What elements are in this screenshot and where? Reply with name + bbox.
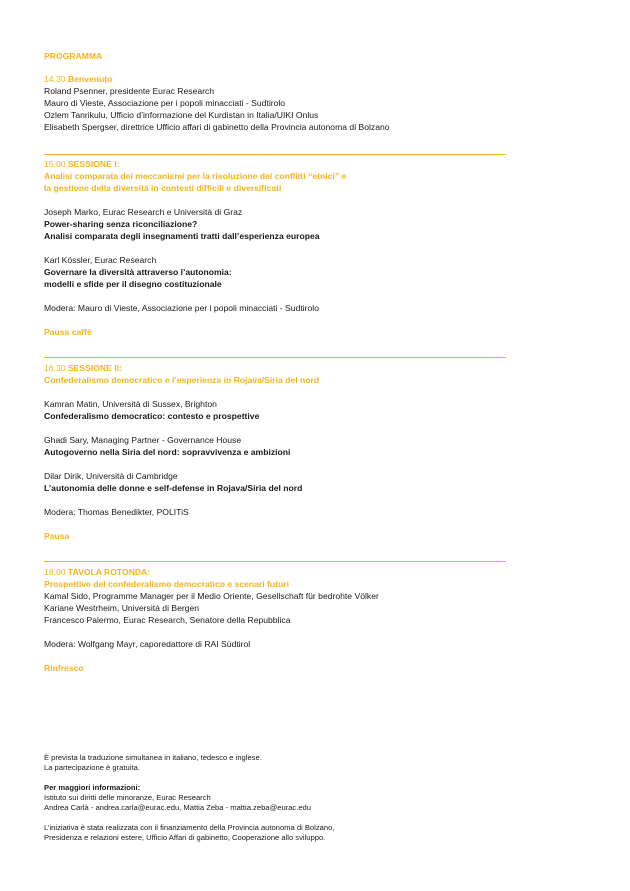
info-label: Per maggiori informazioni: [44,783,141,792]
session2-section [44,362,524,542]
session2-heading [44,362,524,374]
talk-speaker: Joseph Marko, Eurac Research e Università di Graz [44,207,243,217]
welcome-time: 14.30 [44,74,66,84]
programma-heading: PROGRAMMA [44,51,103,61]
roundtable-speaker: Kariane Westrheim, Università di Bergen [44,603,200,613]
roundtable-label: TAVOLA ROTONDA: [67,567,151,577]
session1-subtitle: Analisi comparata dei meccanismi per la risoluzione dei conflitti “etnici” e [44,171,347,181]
session1-moderator: Modera: Mauro di Vieste, Associazione per i popoli minacciati - Sudtirolo [44,303,319,313]
roundtable-time: 18.00 [44,567,66,577]
session1-break: Pausa caffè [44,327,92,337]
translation-note: È prevista la traduzione simultanea in italiano, tedesco e inglese. [44,753,262,762]
session1-heading [44,158,524,170]
roundtable-subtitle: Prospettive del confederalismo democratico e scenari futuri [44,579,289,589]
talk-title: L’autonomia delle donne e self-defense in Rojava/Siria del nord [44,483,303,493]
session2-time: 16.30 [44,363,66,373]
institute-name: Istituto sui diritti delle minoranze, Eurac Research [44,793,211,802]
footer-notes [44,753,524,843]
contact-line: Andrea Carlà - andrea.carla@eurac.edu, Mattia Zeba - mattia.zeba@eurac.edu [44,803,311,812]
funding-note: Presidenza e relazioni estere, Ufficio Affari di gabinetto, Cooperazione allo sviluppo. [44,833,326,842]
session1-subtitle: la gestione della diversità in contesti difficili e diversificati [44,183,282,193]
welcome-speaker: Roland Psenner, presidente Eurac Research [44,86,215,96]
welcome-speaker: Elisabeth Spergser, direttrice Ufficio affari di gabinetto della Provincia autonoma di Bolzano [44,122,390,132]
roundtable-heading [44,566,524,578]
funding-note: L’iniziativa è stata realizzata con il finanziamento della Provincia autonoma di Bolzano, [44,823,335,832]
section-divider [44,357,506,358]
welcome-speaker: Ozlem Tanrikulu, Ufficio d’informazione del Kurdistan in Italia/UIKI Onlus [44,110,319,120]
session1-label: SESSIONE I: [67,159,120,169]
roundtable-speaker: Francesco Palermo, Eurac Research, Senatore della Repubblica [44,615,291,625]
talk-speaker: Kamran Matin, Università di Sussex, Brighton [44,399,217,409]
talk-title: Governare la diversità attraverso l’autonomia: [44,267,232,277]
roundtable-speaker: Kamal Sido, Programme Manager per il Medio Oriente, Gesellschaft für bedrohte Völker [44,591,379,601]
session2-subtitle: Confederalismo democratico e l’esperienza in Rojava/Siria del nord [44,375,320,385]
session1-section [44,158,524,338]
welcome-title: Benvenuto [67,74,113,84]
section-divider [44,154,506,155]
session2-label: SESSIONE II: [67,363,122,373]
talk-title: Autogoverno nella Siria del nord: sopravvivenza e ambizioni [44,447,291,457]
session2-break: Pausa [44,531,70,541]
talk-title: Confederalismo democratico: contesto e prospettive [44,411,260,421]
welcome-heading [44,73,524,85]
talk-speaker: Ghadi Sary, Managing Partner - Governance House [44,435,242,445]
welcome-section [44,73,524,133]
talk-speaker: Karl Kössler, Eurac Research [44,255,157,265]
session2-moderator: Modera: Thomas Benedikter, POLITiS [44,507,189,517]
section-divider [44,561,506,562]
session1-time: 15.00 [44,159,66,169]
free-entry-note: La partecipazione è gratuita. [44,763,140,772]
roundtable-section [44,566,524,674]
talk-speaker: Dilar Dirik, Università di Cambridge [44,471,178,481]
welcome-speaker: Mauro di Vieste, Associazione per i popoli minacciati - Sudtirolo [44,98,286,108]
programma-heading-block [44,50,524,62]
talk-title: modelli e sfide per il disegno costituzionale [44,279,222,289]
roundtable-moderator: Modera: Wolfgang Mayr, caporedattore di RAI Südtirol [44,639,251,649]
talk-title: Analisi comparata degli insegnamenti tratti dall’esperienza europea [44,231,320,241]
roundtable-closing: Rinfresco [44,663,84,673]
talk-title: Power-sharing senza riconciliazione? [44,219,198,229]
